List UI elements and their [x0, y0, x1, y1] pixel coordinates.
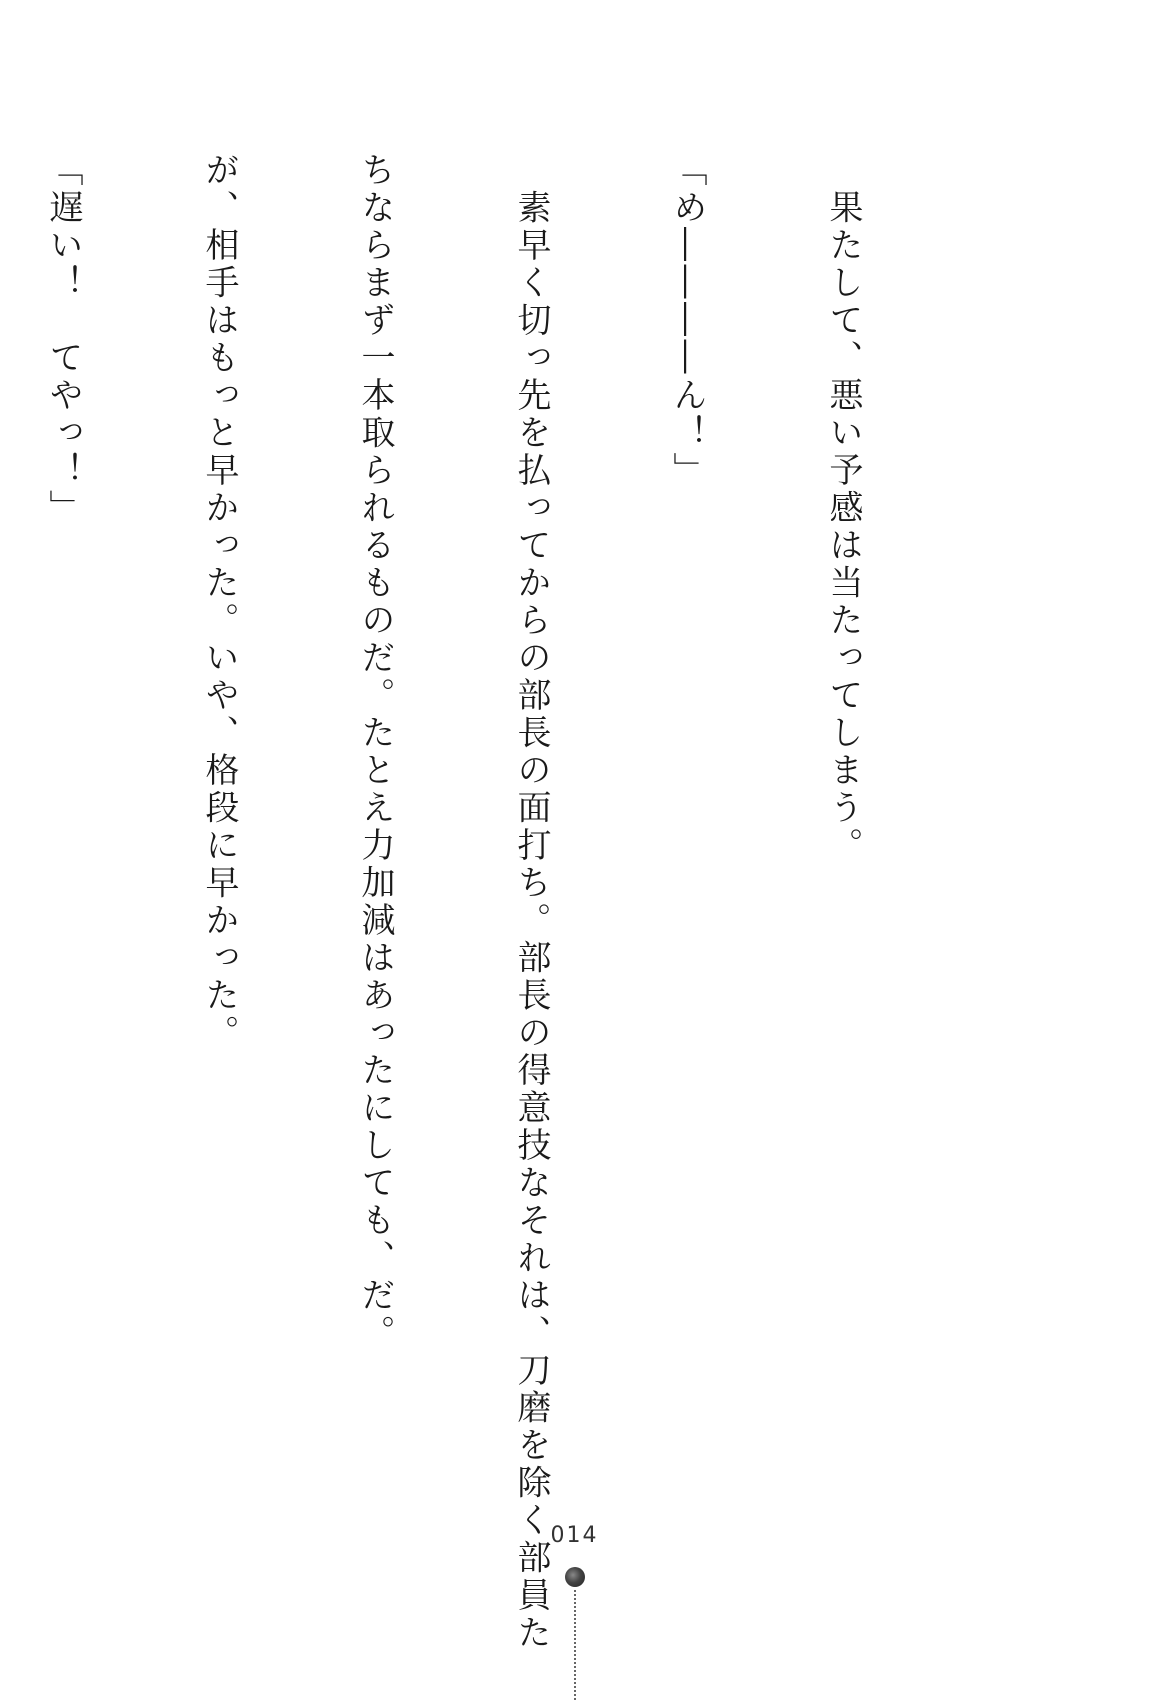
text-line: が、相手はもっと早かった。いや、格段に早かった。 — [199, 152, 239, 1052]
ornament-dotted-line — [574, 1590, 576, 1700]
ornament-dot-icon — [565, 1567, 585, 1587]
text-line: 果たして、悪い予感は当たってしまう。 — [823, 152, 863, 865]
text-line: 「め――――ん！」 — [667, 152, 707, 490]
text-line: 素早く切っ先を払ってからの部長の面打ち。部長の得意技なそれは、刀磨を除く部員た — [511, 152, 551, 1652]
text-line: 「遅い！ てやっ！」 — [43, 152, 83, 527]
page-number: 014 — [550, 1523, 599, 1548]
text-line: ちならまず一本取られるものだ。たとえ力加減はあったにしても、だ。 — [355, 152, 395, 1352]
